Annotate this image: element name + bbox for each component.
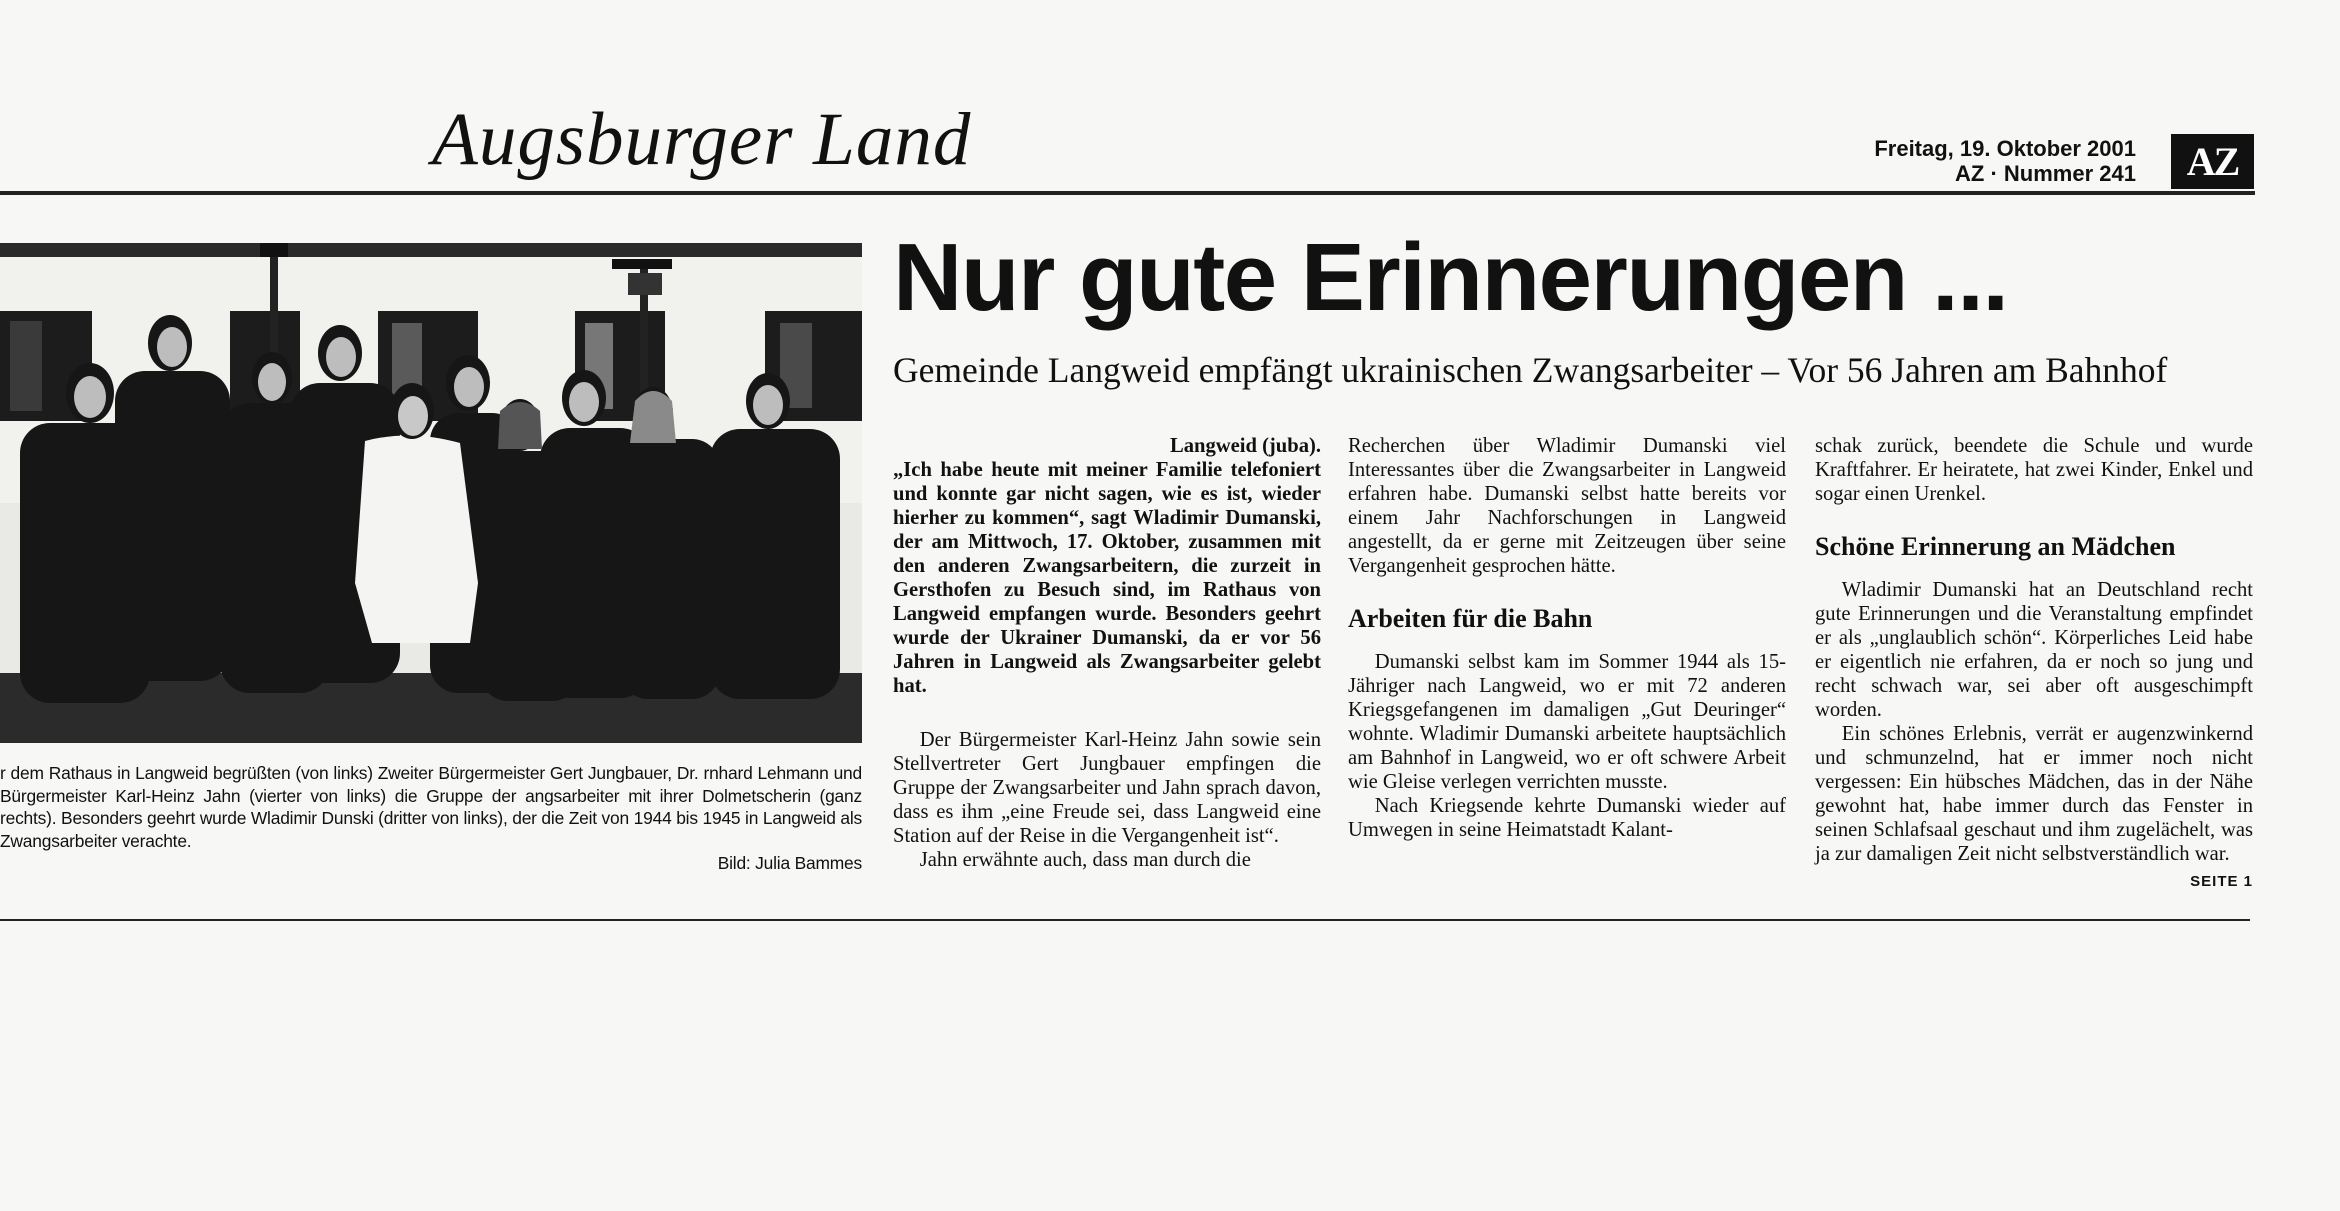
lead-paragraph [893,434,1321,698]
caption-text: r dem Rathaus in Langweid begrüßten (von links) Zweiter Bürgermeister Gert Jungbauer, Dr. rnhard Lehmann und Bürgermeister Karl-Heinz Jahn (vierter von links) die Gruppe der angsarbeiter mit ihrer Dolmetscherin (ganz rechts). Besonders geehrt wurde Wladimir Dunski (dritter von links), der die Zeit von 1944 bis 1945 in Langweid als Zwangsarbeiter verachte. [0,763,862,851]
subhead-bahn: Arbeiten für die Bahn [1348,604,1593,633]
body-paragraph: Wladimir Dumanski hat an Deutschland recht gute Erinnerungen und die Veranstaltung empfindet er als „unglaublich schön“. Körperliches Leid habe er eigentlich nie erfahren, da er noch so jung und recht schwach war, sei aber oft ausgeschimpft worden. [1815,579,2253,721]
body-paragraph [1815,722,2253,890]
article-column-1 [893,434,1321,872]
az-logo: AZ [2171,134,2254,189]
article-column-2 [1348,434,1786,842]
group-photo [0,243,862,743]
photo-caption [0,762,862,875]
issue-date: Freitag, 19. Oktober 2001 [1874,136,2136,161]
issue-info [1874,136,2136,186]
section-title: Augsburger Land [432,98,972,181]
footer-rule [0,919,2250,921]
body-paragraph: Recherchen über Wladimir Dumanski viel Interessantes über die Zwangsarbeiter in Langweid erfahren habe. Dumanski selbst hatte bereits vor einem Jahr Nachforschungen in Langweid angestellt, da er gerne mit Zeitzeugen über seine Vergangenheit gesprochen hätte. [1348,435,1786,577]
photo-credit: Bild: Julia Bammes [717,853,862,873]
article-column-3 [1815,434,2253,894]
header-rule [0,191,2255,195]
dateline: Langweid (juba). [1169,435,1321,457]
body-paragraph: Jahn erwähnte auch, dass man durch die [919,849,1251,871]
subheadline: Gemeinde Langweid empfängt ukrainischen Zwangsarbeiter – Vor 56 Jahren am Bahnhof [893,350,2168,390]
body-paragraph: schak zurück, beendete die Schule und wurde Kraftfahrer. Er heiratete, hat zwei Kinder, Enkel und sogar einen Urenkel. [1815,435,2253,505]
lead-text: „Ich habe heute mit meiner Familie telefoniert und konnte gar nicht sagen, wie es ist, wieder hierher zu kommen“, sagt Wladimir Dumanski, der am Mittwoch, 17. Oktober, zusammen mit den anderen Zwangsarbeitern, die zurzeit in Gersthofen zu Besuch sind, im Rathaus von Langweid empfangen wurde. Besonders geehrt wurde der Ukrainer Dumanski, da er vor 56 Jahren in Langweid als Zwangsarbeiter gelebt hat. [893,459,1321,697]
paragraph-gap [893,698,1321,728]
headline: Nur gute Erinnerungen ... [893,224,2008,331]
closing-text: Ein schönes Erlebnis, verrät er augenzwinkernd und schmunzelnd, hat er immer noch nicht vergessen: Ein hübsches Mädchen, das in der Nähe gewohnt hat, habe immer durch das Fenster in seinen Schlafsaal geschaut und ihm zugelächelt, was ja zur damaligen Zeit nicht selbstverständlich war. [1815,723,2253,865]
subhead-maedchen: Schöne Erinnerung an Mädchen [1815,532,2176,561]
issue-number: AZ · Nummer 241 [1955,161,2136,186]
continued-label: SEITE 1 [2190,873,2253,890]
body-paragraph: Dumanski selbst kam im Sommer 1944 als 15-Jähriger nach Langweid, wo er mit 72 anderen Kriegsgefangenen im damaligen „Gut Deuringer“ wohnte. Wladimir Dumanski arbeitete hauptsächlich am Bahnhof in Langweid, wo er oft schwere Arbeit wie Gleise verlegen verrichten musste. [1348,651,1786,793]
body-paragraph: Nach Kriegsende kehrte Dumanski wieder auf Umwegen in seine Heimatstadt Kalant- [1348,795,1786,841]
body-paragraph: Der Bürgermeister Karl-Heinz Jahn sowie sein Stellvertreter Gert Jungbauer empfingen die Gruppe der Zwangsarbeiter und Jahn sprach davon, dass es ihm „eine Freude sei, dass Langweid eine Station auf der Reise in die Vergangenheit ist“. [893,729,1321,847]
